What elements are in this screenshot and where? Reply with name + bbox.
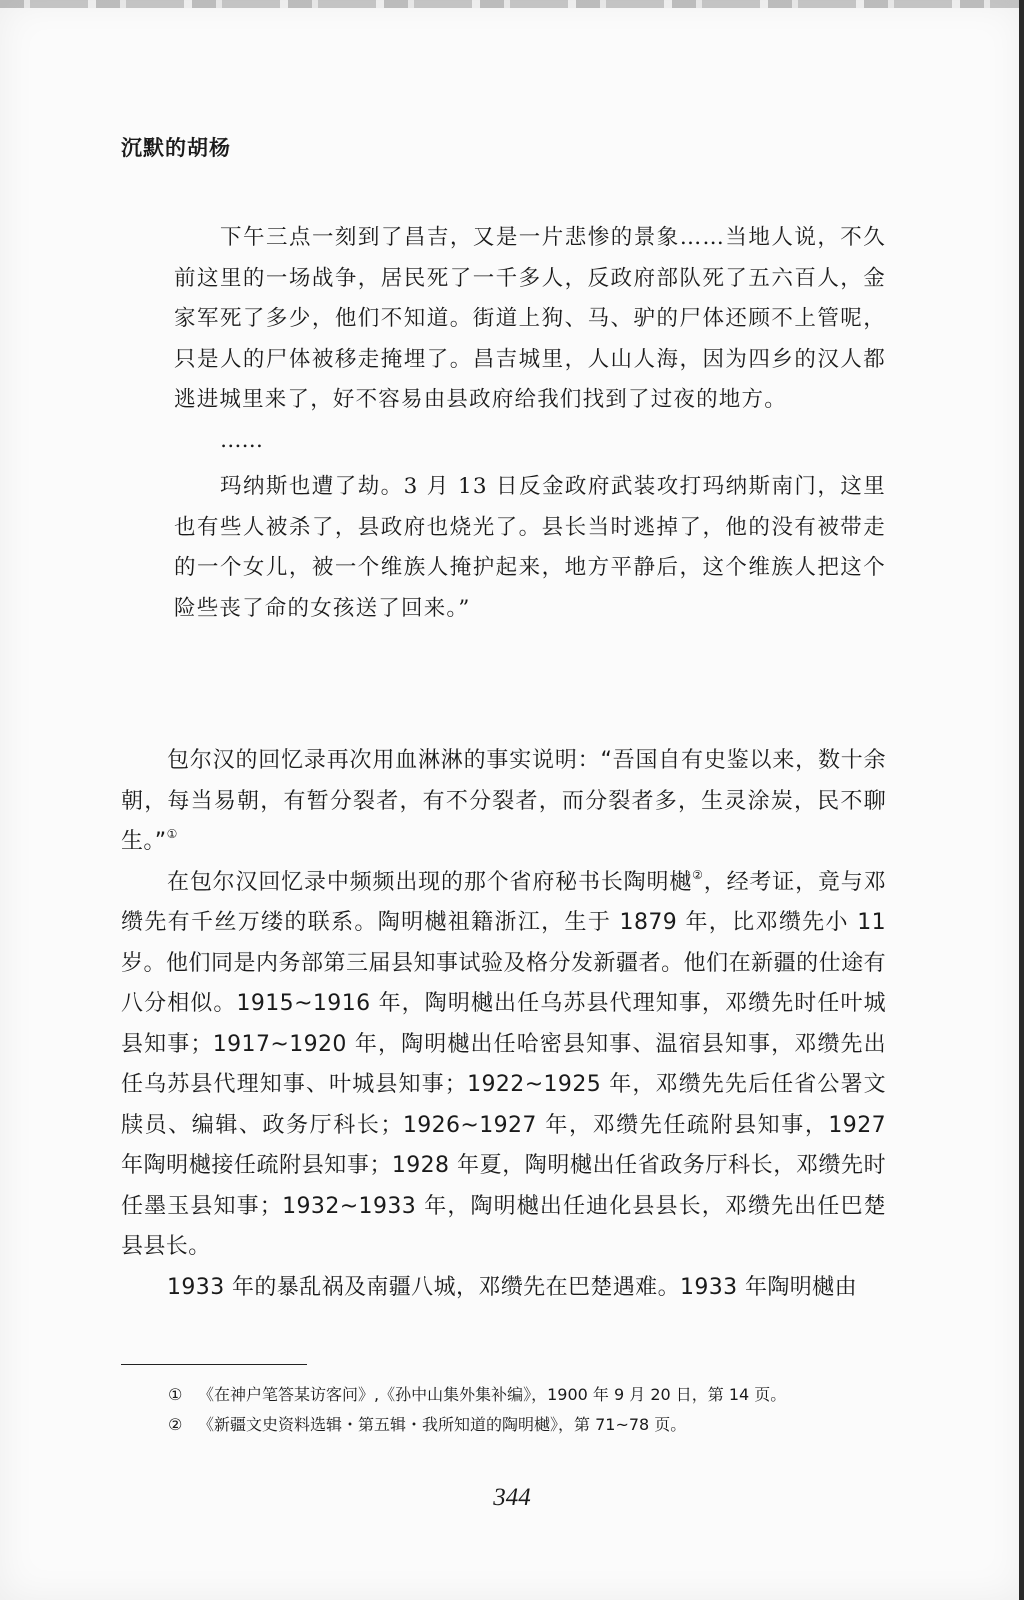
footnote-marker: ①: [168, 1385, 183, 1404]
quote-ellipsis: ……: [220, 427, 263, 453]
quote-paragraph: 玛纳斯也遭了劫。3 月 13 日反金政府武装攻打玛纳斯南门，这里也有些人被杀了，县政府也烧光了。县长当时逃掉了，他的没有被带走的一个女儿，被一个维族人掩护起来，地方平静后，这个维族人把这个险些丧了命的女孩送了回来。”: [174, 474, 886, 621]
paragraph-text: 在包尔汉回忆录中频频出现的那个省府秘书长陶明樾: [167, 869, 693, 895]
scan-top-edge: [0, 0, 1024, 8]
body-paragraph: [121, 741, 886, 863]
footnote-ref: ①: [166, 827, 178, 841]
scan-right-edge: [1019, 0, 1024, 1600]
quote-paragraph: 下午三点一刻到了昌吉，又是一片悲惨的景象……当地人说，不久前这里的一场战争，居民死了一千多人，反政府部队死了五六百人，金家军死了多少，他们不知道。街道上狗、马、驴的尸体还顾不上管呢，只是人的尸体被移走掩埋了。昌吉城里，人山人海，因为四乡的汉人都逃进城里来了，好不容易由县政府给我们找到了过夜的地方。: [174, 225, 886, 412]
body-paragraph: [121, 863, 886, 1268]
block-quote: [174, 218, 886, 629]
footnotes: [168, 1380, 908, 1440]
footnote-divider: [121, 1364, 307, 1365]
footnote-ref: ②: [692, 867, 704, 882]
paragraph-text: ，经考证，竟与邓缵先有千丝万缕的联系。陶明樾祖籍浙江，生于 1879 年，比邓缵先小 11 岁。他们同是内务部第三届县知事试验及格分发新疆者。他们在新疆的仕途有八分相似。1915~1916 年，陶明樾出任乌苏县代理知事，邓缵先时任叶城县知事；1917~1920 年，陶明樾出任哈密县知事、温宿县知事，邓缵先出任乌苏县代理知事、叶城县知事；1922~1925 年，邓缵先先后任省公署文牍员、编辑、政务厅科长；1926~1927 年，邓缵先任疏附县知事，1927 年陶明樾接任疏附县知事；1928 年夏，陶明樾出任省政务厅科长，邓缵先时任墨玉县知事；1932~1933 年，陶明樾出任迪化县县长，邓缵先出任巴楚县县长。: [121, 869, 886, 1259]
footnote: [168, 1410, 908, 1440]
footnote-marker: ②: [168, 1415, 183, 1434]
body-text: [121, 741, 886, 1308]
paragraph-text: 包尔汉的回忆录再次用血淋淋的事实说明：“吾国自有史鉴以来，数十余朝，每当易朝，有暂分裂者，有不分裂者，而分裂者多，生灵涂炭，民不聊生。”: [121, 748, 886, 854]
body-paragraph: 1933 年的暴乱祸及南疆八城，邓缵先在巴楚遇难。1933 年陶明樾由: [167, 1274, 857, 1300]
footnote: [168, 1380, 908, 1410]
running-head: 沉默的胡杨: [121, 135, 231, 160]
page-number: 344: [493, 1484, 531, 1511]
footnote-text: 《新疆文史资料选辑・第五辑・我所知道的陶明樾》，第 71~78 页。: [198, 1415, 687, 1434]
footnote-text: 《在神户笔答某访客问》,《孙中山集外集补编》，1900 年 9 月 20 日，第 14 页。: [198, 1385, 787, 1404]
